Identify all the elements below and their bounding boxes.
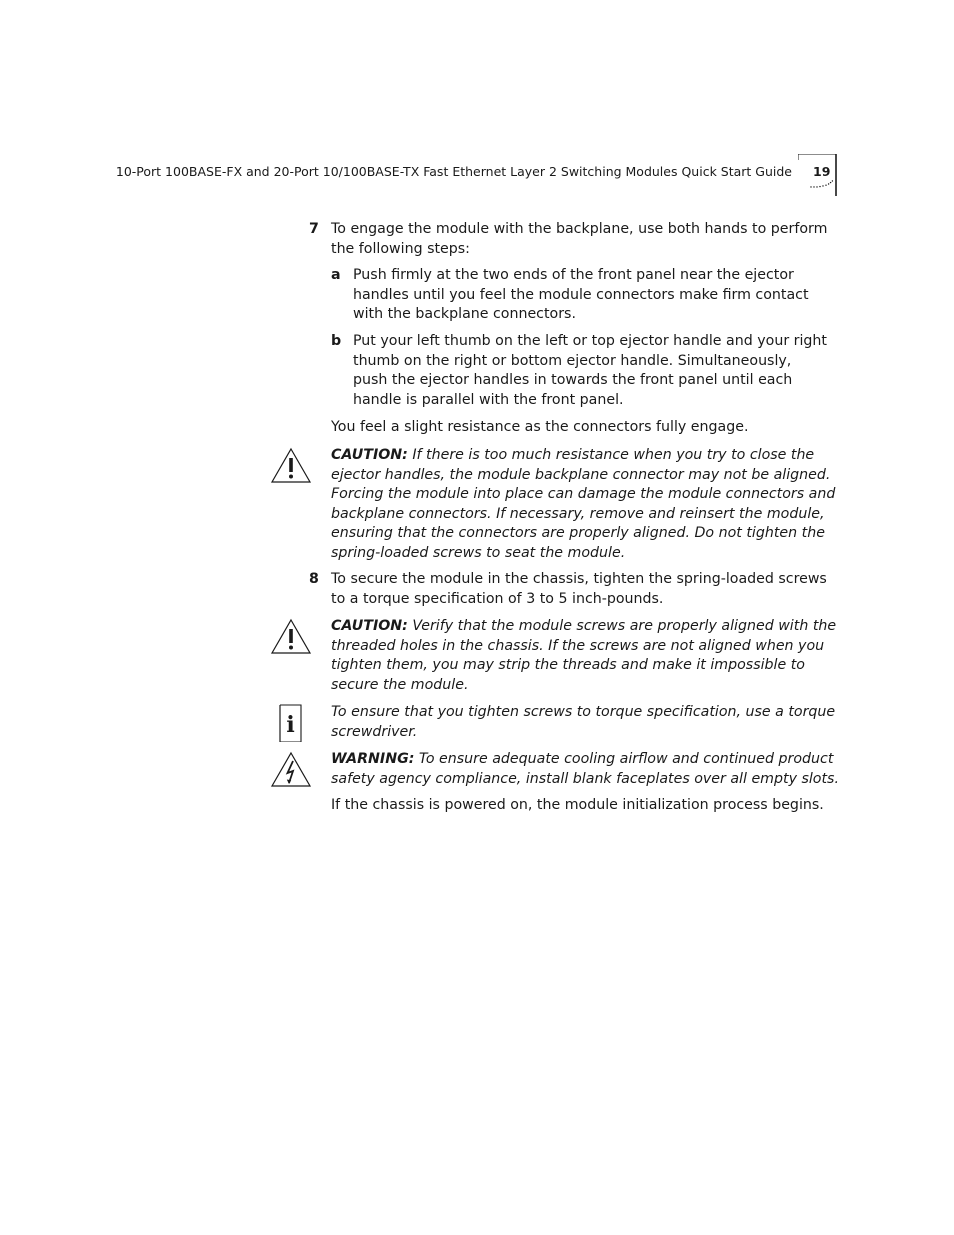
paragraph: You feel a slight resistance as the connectors fully engage. [331, 419, 749, 435]
warning-text: To ensure adequate cooling airflow and continued product safety agency compliance, install blank faceplates over all empty slots. [331, 751, 839, 787]
caution-icon [270, 617, 312, 657]
caution-text: If there is too much resistance when you try to close the ejector handles, the module backplane connector may not be aligned. Forcing the module into place can damage the module connectors and backplane connectors. If necessary, remove and reinsert the module, ensuring that the connectors are properly aligned. Do not tighten the spring-loaded screws to seat the module. [331, 447, 836, 561]
info-text: To ensure that you tighten screws to torque specification, use a torque screwdriver. [331, 704, 836, 740]
warning-icon [270, 750, 312, 790]
step-text: To secure the module in the chassis, tighten the spring-loaded screws to a torque specification of 3 to 5 inch-pounds. [331, 571, 827, 607]
caution-label: CAUTION: [331, 618, 408, 634]
caution-icon [270, 446, 312, 486]
warning-label: WARNING: [331, 751, 415, 767]
caution-text: Verify that the module screws are properly aligned with the threaded holes in the chassis. If the screws are not aligned when you tighten them, you may strip the threads and make it impossible to secure the module. [331, 618, 837, 693]
substep-text: Push firmly at the two ends of the front panel near the ejector handles until you feel the module connectors make firm contact with the backplane connectors. [353, 267, 809, 323]
substep-letter: a [331, 267, 341, 283]
step-text: To engage the module with the backplane, use both hands to perform the following steps: [331, 221, 828, 257]
step-number: 7 [309, 221, 319, 237]
page-number: 19 [813, 164, 831, 179]
caution-note [331, 446, 843, 564]
paragraph: If the chassis is powered on, the module initialization process begins. [331, 797, 824, 813]
info-icon [270, 702, 312, 742]
caution-note [331, 617, 843, 695]
substep-letter: b [331, 333, 342, 349]
svg-text:i: i [286, 712, 295, 738]
warning-note [331, 750, 843, 789]
running-header: 10-Port 100BASE-FX and 20-Port 10/100BASE-TX Fast Ethernet Layer 2 Switching Modules Quick Start Guide [115, 164, 792, 179]
caution-label: CAUTION: [331, 447, 408, 463]
info-note [331, 703, 843, 742]
substep-text: Put your left thumb on the left or top ejector handle and your right thumb on the right or bottom ejector handle. Simultaneously, push the ejector handles in towards the front panel until each handle is parallel with the front panel. [353, 333, 827, 408]
step-number: 8 [309, 571, 319, 587]
